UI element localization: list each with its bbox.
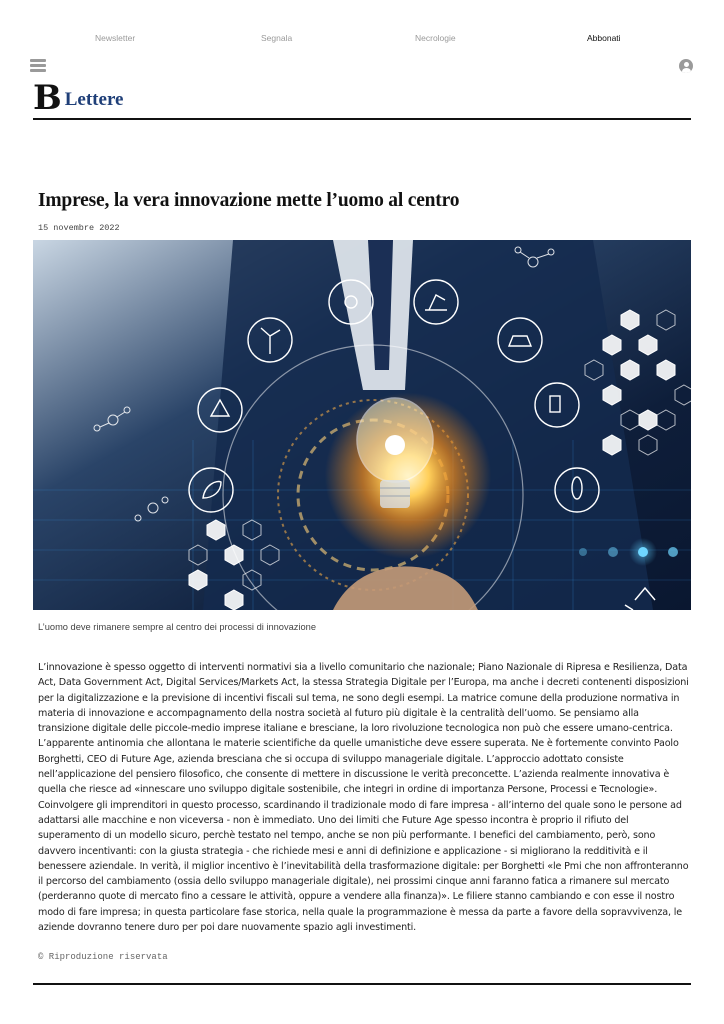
nav-link-abbonati[interactable]: Abbonati <box>587 33 621 43</box>
hamburger-bar <box>30 59 46 62</box>
article-date: 15 novembre 2022 <box>38 223 120 233</box>
section-title: Lettere <box>64 89 124 110</box>
top-navigation <box>0 0 724 58</box>
hero-illustration <box>33 240 691 610</box>
footer-divider <box>33 983 691 985</box>
hamburger-bar <box>30 64 46 67</box>
header-divider <box>33 118 691 120</box>
image-caption: L’uomo deve rimanere sempre al centro dei processi di innovazione <box>38 622 317 632</box>
hamburger-menu-icon[interactable] <box>30 58 46 72</box>
user-account-icon[interactable] <box>679 59 693 73</box>
copyright-notice: © Riproduzione riservata <box>38 952 168 962</box>
article-body: L’innovazione è spesso oggetto di interventi normativi sia a livello comunitario che nazionale; Piano Nazionale di Ripresa e Resilienza, Data Act, Data Government Act, Digital Services/Markets Act, la stessa Strategia Digitale per l’Europa, ma anche i decreti contenenti disposizioni per la digitalizzazione e la previsione di incentivi fiscali sul tema, ne sono degli esempi. La matrice comune della produzione normativa in materia di innovazione e accompagnamento della nostra società al futuro più digitale è la centralità dell’uomo. Se pensiamo alla transizione digitale delle piccole-medio imprese italiane e bresciane, la loro rivoluzione tecnologica non può che essere umano-centrica. L’apparente antinomia che allontana le materie scientifiche da quelle umanistiche deve essere superata. Ne è fortemente convinto Paolo Borghetti, CEO di Future Age, azienda bresciana che si occupa di sviluppo manageriale digitale. L’approccio adottato consiste nell’applicazione del pensiero filosofico, che consente di mettere in discussione le verità preconcette. L’azienda realmente innovativa è quella che riesce ad «innescare uno sviluppo digitale sostenibile, che integri in ordine di importanza Persone, Processi e Tecnologie». Coinvolgere gli imprenditori in questo processo, scardinando il tradizionale modo di fare impresa - all’interno del quale sono le persone ad adattarsi alle macchine e non viceversa - non è immediato. Uno dei limiti che Future Age spesso incontra è proprio il rifiuto del superamento di un modello sicuro, perchè testato nel tempo, anche se non più performante. I benefici del cambiamento, però, sono davvero incentivanti: con la giusta strategia - che richiede mesi e anni di definizione e applicazione - si migliorano la redditività e il benessere aziendale. In verità, il miglior incentivo è l’inevitabilità della trasformazione digitale: per Borghetti «le Pmi che non affronteranno il percorso del cambiamento (ossia dello sviluppo manageriale digitale), nei prossimi cinque anni faranno fatica a rimanere sul mercato (perderanno quote di mercato fino a cessare le attività, oppure a vendere alla finanza)». Le filiere stanno cambiando e con esse il nostro modo di fare impresa; in questa particolare fase storica, nella quale la programmazione è messa da parte a favore della sopravvivenza, le aziende dovranno tenere duro per poi dare nuovamente spazio agli investimenti. <box>38 662 689 934</box>
site-logo[interactable] <box>33 78 124 118</box>
article-title: Imprese, la vera innovazione mette l’uomo al centro <box>38 190 460 211</box>
hamburger-bar <box>30 69 46 72</box>
logo-letter: B <box>33 78 61 118</box>
nav-link-newsletter[interactable]: Newsletter <box>95 33 136 43</box>
user-icon-head <box>684 62 689 67</box>
nav-link-necrologie[interactable]: Necrologie <box>415 33 456 43</box>
article-hero-image <box>33 240 691 610</box>
user-icon-body <box>682 68 691 74</box>
nav-link-segnala[interactable]: Segnala <box>261 33 293 43</box>
